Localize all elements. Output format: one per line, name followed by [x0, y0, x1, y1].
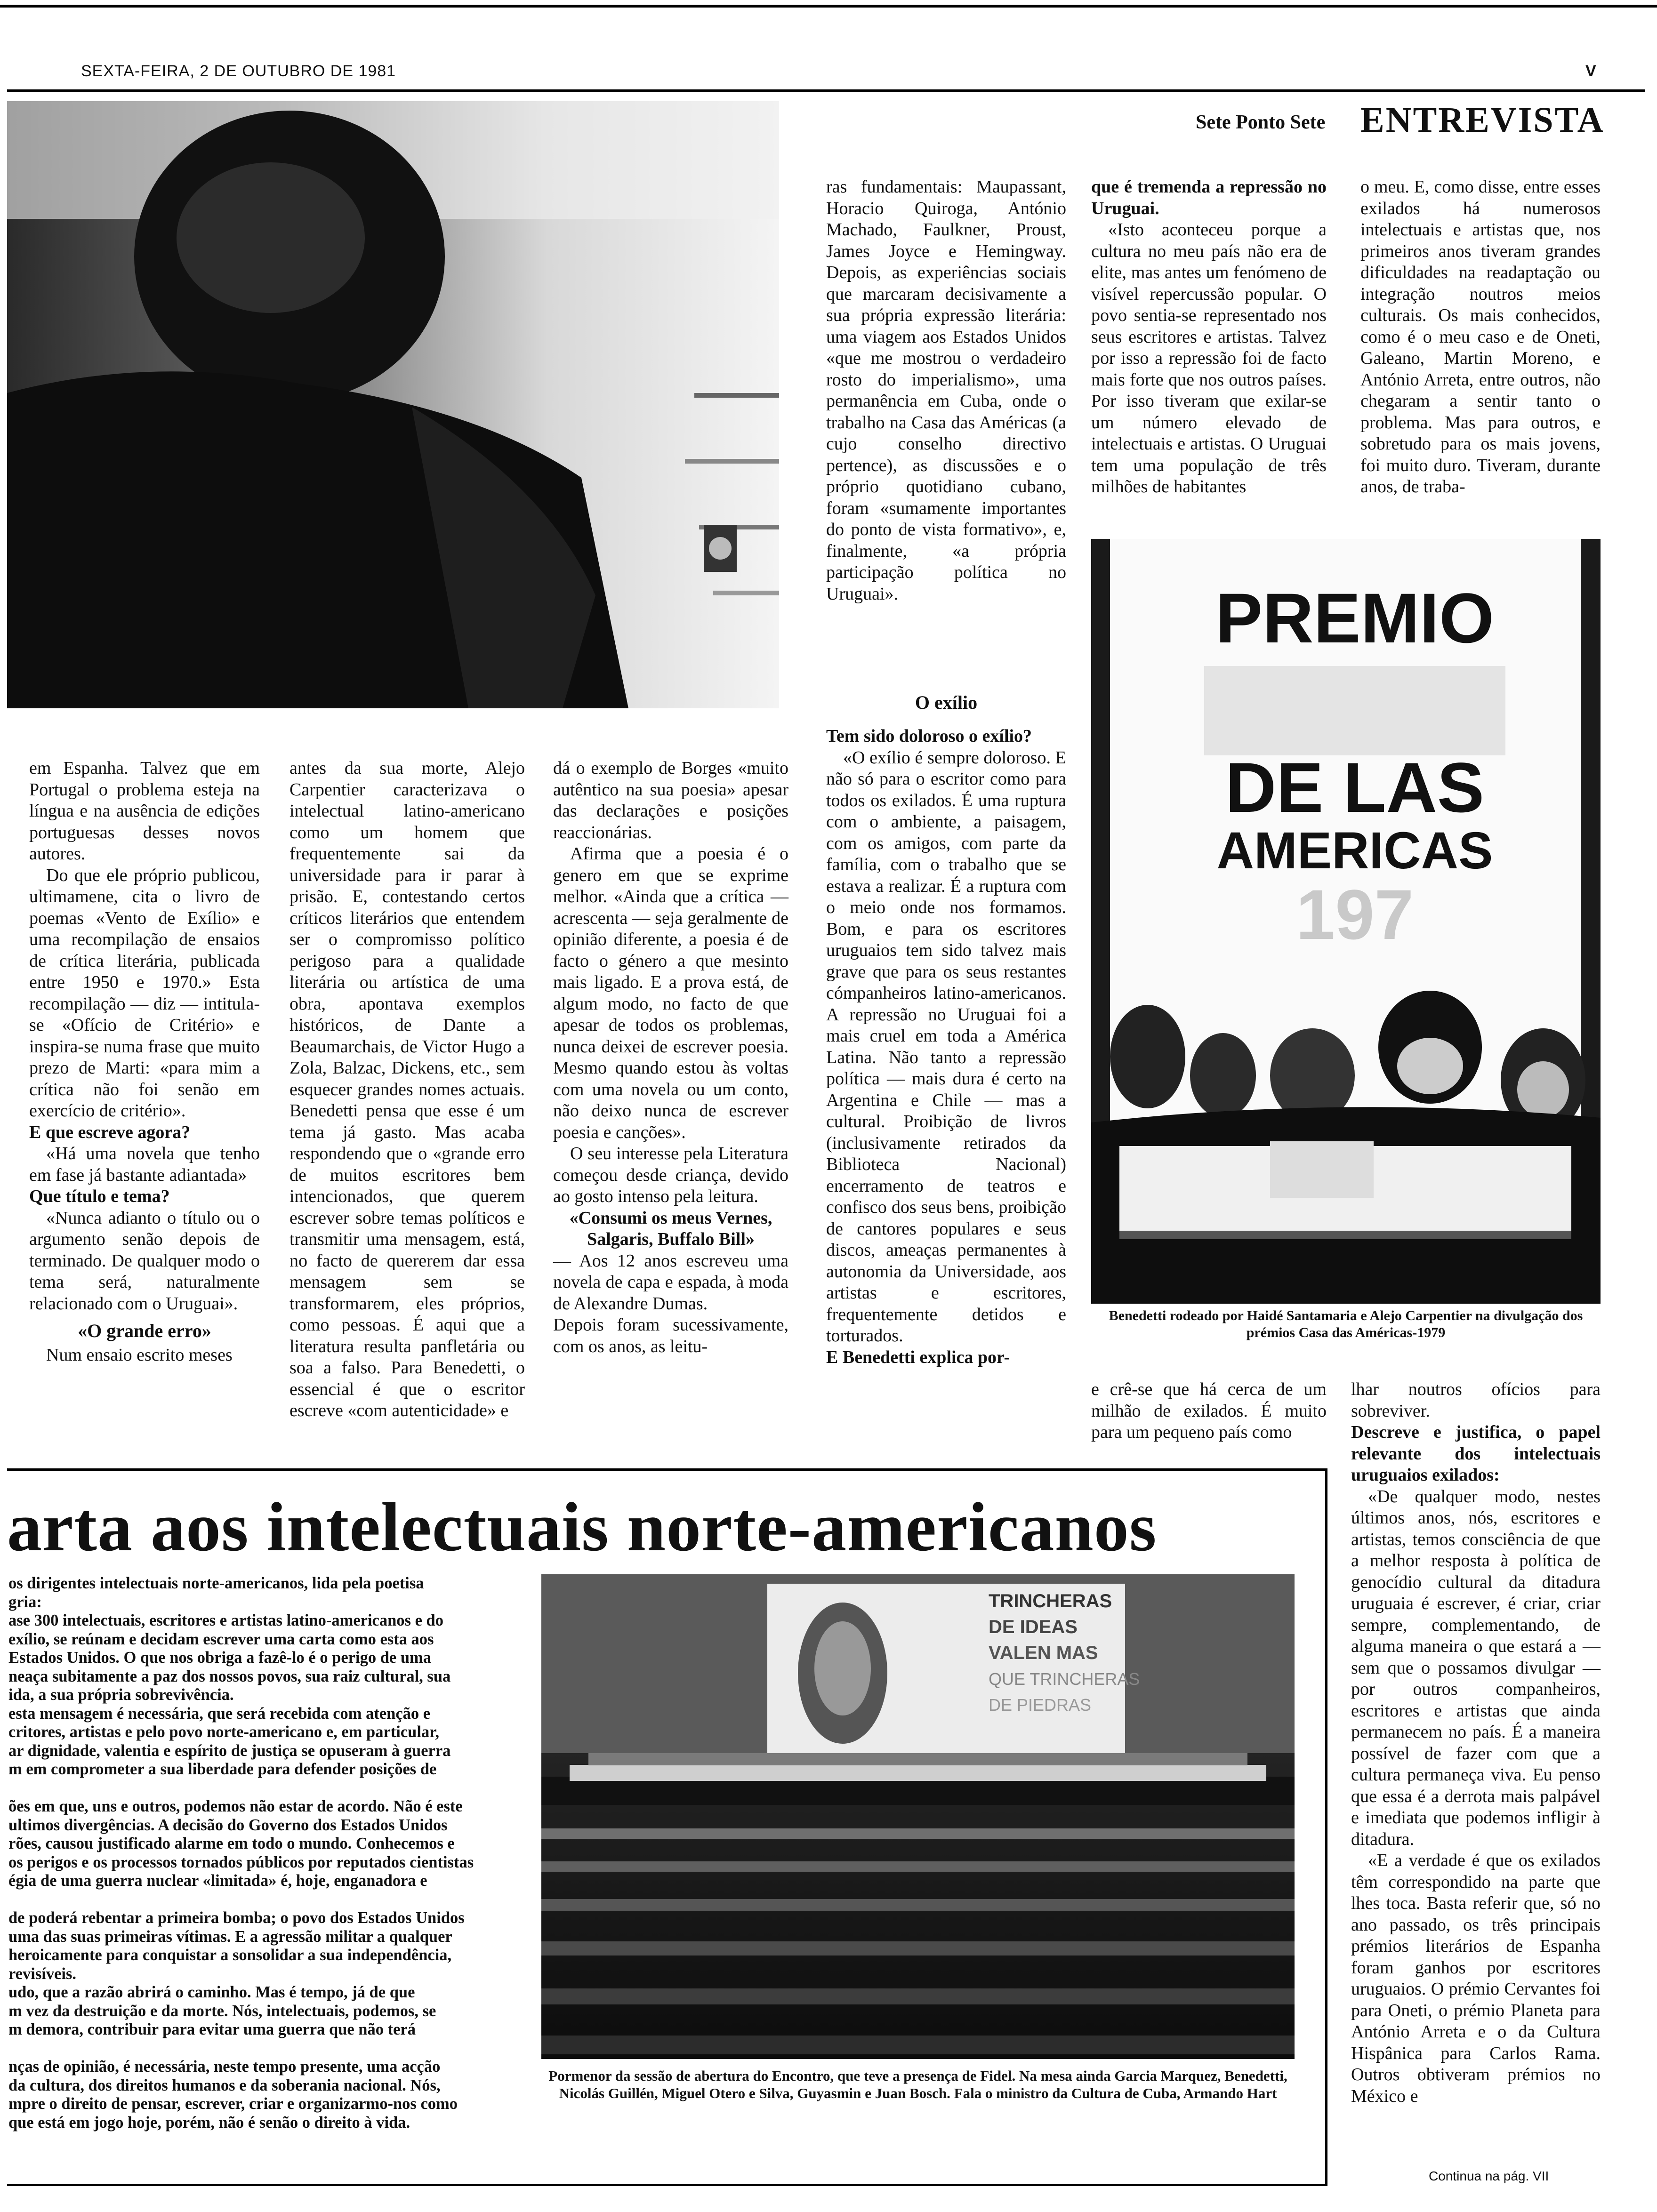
letter-text — [8, 1574, 526, 2132]
page-date: SEXTA-FEIRA, 2 DE OUTUBRO DE 1981 — [81, 62, 396, 80]
top-rule — [0, 5, 1657, 8]
letter-line: mpre o direito de pensar, escrever, criar e organizarmo-nos como — [8, 2095, 458, 2113]
portrait-photo — [7, 101, 779, 708]
column-text: lhar noutros ofícios para sobreviver. — [1351, 1379, 1601, 1421]
column-text: antes da sua morte, Alejo Carpentier caracterizava o intelectual latino-americano como um homem que frequentemente sai da universidade para ir parar à prisão. E, contestando certos críticos literários que entendem ser o compromisso político perigoso para a qualidade literária ou artística de uma obra, apontava exemplos históricos, de Dante a Beaumarchais, de Victor Hugo a Zola, Balzac, Dickens, etc., sem esquecer grandes nomes actuais. Benedetti pensa que esse é um tema já gasto. Mas acaba respondendo que o «grande erro de muitos escritores bem intencionados, que querem escrever sobre temas políticos e transmitir uma mensagem, está, no facto de quererem dar essa mensagem sem se transformarem, eles próprios, como pessoas. É aqui que a literatura resulta panfletária ou soa a falso. Para Benedetti, o essencial é que o escritor escreve «com autenticidade» e — [290, 758, 525, 1420]
letter-line: heroicamente para conquistar a sonsolidar a sua independência, — [8, 1946, 452, 1964]
letter-line: ultimos divergências. A decisão do Governo dos Estados Unidos — [8, 1816, 448, 1834]
question-text: E que escreve agora? — [29, 1122, 191, 1142]
column-6 — [1351, 1379, 1601, 2107]
column-text: — Aos 12 anos escreveu uma novela de capa e espada, à moda de Alexandre Dumas. — [553, 1250, 788, 1314]
question-text: E Benedetti explica por- — [826, 1347, 1010, 1367]
premio-text-4: 197 — [1295, 875, 1414, 954]
letter-line: gria: — [8, 1593, 42, 1611]
letter-line: os perigos e os processos tornados públicos por reputados cientistas — [8, 1853, 474, 1871]
premio-text-1: PREMIO — [1215, 578, 1494, 657]
premio-text-3: AMERICAS — [1216, 822, 1493, 880]
letter-line: da cultura, dos direitos humanos e da soberania nacional. Nós, — [8, 2076, 441, 2094]
letter-line: m em comprometer a sua liberdade para defender posições de — [8, 1760, 437, 1778]
banner-line-4: QUE TRINCHERAS — [989, 1669, 1140, 1689]
column-text: em Espanha. Talvez que em Portugal o problema esteja na língua e na ausência de edições portuguesas desses novos autores. — [29, 758, 260, 864]
column-text: Afirma que a poesia é o genero em que se exprime melhor. «Ainda que a crítica — acrescenta — seja geralmente de opinião diferente, a poesia é de facto o género a que mesinto mais ligado. E a prova está, de algum modo, no facto de que apesar de todos os problemas, nunca deixei de escrever poesia. Mesmo quando estou às voltas com uma novela ou um conto, não deixo nunca de escrever poesia e canções». — [553, 844, 788, 1142]
letter-line: uma das suas primeiras vítimas. E a agressão militar a qualquer — [8, 1927, 452, 1946]
letter-line: critores, artistas e pelo povo norte-americano e, em particular, — [8, 1723, 439, 1741]
letter-line: de poderá rebentar a primeira bomba; o povo dos Estados Unidos — [8, 1909, 465, 1927]
letter-line: m vez da destruição e da morte. Nós, intelectuais, podemos, se — [8, 2002, 436, 2020]
letter-title: arta aos intelectuais norte-americanos — [7, 1489, 1157, 1566]
banner-line-3: VALEN MAS — [989, 1643, 1098, 1663]
column-text: dá o exemplo de Borges «muito autêntico na sua poesia» apesar das declarações e posições reaccionárias. — [553, 758, 788, 842]
subheading: O exílio — [915, 692, 978, 713]
question-text: que é tremenda a repressão no Uruguai. — [1091, 177, 1327, 218]
column-5-bottom — [1091, 1379, 1327, 1443]
letter-line: esta mensagem é necessária, que será recebida com atenção e — [8, 1704, 431, 1723]
question-text: Tem sido doloroso o exílio? — [826, 726, 1032, 746]
header-rule — [7, 89, 1645, 92]
column-text: o meu. E, como disse, entre esses exilados há numerosos intelectuais e artistas que, nos primeiros anos tiveram grandes dificuldades na readaptação ou integração noutros meios culturais. Os mais conhecidos, como é o meu caso e de Oneti, Galeano, Martin Moreno, e António Arreta, entre outros, não chegaram a sentir tanto o problema. Mas para outros, e sobretudo para os mais jovens, foi muito duro. Tiveram, durante anos, de traba- — [1360, 177, 1601, 497]
section-title: ENTREVISTA — [1360, 100, 1605, 140]
column-2 — [290, 758, 525, 1422]
banner-line-2: DE IDEAS — [989, 1617, 1078, 1637]
column-text: «Nunca adianto o título ou o argumento senão depois de terminado. De qualquer modo o tema será, naturalmente relacionado com o Uruguai». — [29, 1208, 260, 1314]
premio-photo — [1091, 539, 1601, 1304]
question-text: Que título e tema? — [29, 1186, 170, 1206]
letter-line: m demora, contribuir para evitar uma guerra que não terá — [8, 2020, 416, 2038]
premio-text-2: DE LAS — [1225, 748, 1485, 827]
letter-line: neaça subitamente a paz dos nossos povos, sua raiz cultural, sua — [8, 1667, 451, 1685]
column-text: «Há uma novela que tenho em fase já bastante adiantada» — [29, 1144, 260, 1185]
column-top-c — [826, 176, 1066, 605]
conference-photo — [541, 1574, 1295, 2059]
column-1 — [29, 758, 260, 1366]
column-text: «Isto aconteceu porque a cultura no meu país não era de elite, mas antes um fenómeno de visível repercussão popular. O povo sentia-se representado nos seus escritores e artistas. Talvez por isso a repressão foi de facto mais forte que nos outros países. Por isso tiveram que exilar-se um número elevado de intelectuais e artistas. O Uruguai tem uma população de três milhões de habitantes — [1091, 220, 1327, 497]
letter-line — [8, 1891, 526, 1909]
letter-line: revisíveis. — [8, 1964, 77, 1983]
letter-line — [8, 1779, 526, 1798]
letter-line: ões em que, uns e outros, podemos não estar de acordo. Não é este — [8, 1797, 463, 1815]
column-text: ras fundamentais: Maupassant, Horacio Quiroga, António Machado, Faulkner, Proust, James Joyce e Hemingway. Depois, as experiências sociais que marcaram decisivamente a sua própria expressão literária: uma viagem aos Estados Unidos «que me mostrou o verdadeiro rosto do imperialismo», uma permanência em Cuba, onde o trabalho na Casa das Américas (a cujo conselho directivo pertence), as discussões e o próprio quotidiano cubano, foram «sumamente importantes do ponto de vista formativo», e, finalmente, «a própria participação política no Uruguai». — [826, 177, 1066, 604]
column-text: Depois foram sucessivamente, com os anos, as leitu- — [553, 1315, 788, 1356]
subheading: «O grande erro» — [78, 1320, 211, 1341]
letter-line: ida, a sua própria sobrevivência. — [8, 1686, 234, 1704]
letter-line: ar dignidade, valentia e espírito de justiça se opuseram à guerra — [8, 1741, 451, 1760]
letter-line: que está em jogo hoje, porém, não é senão o direito à vida. — [8, 2113, 410, 2132]
subheading: «Consumi os meus Vernes, Salgaris, Buffalo Bill» — [569, 1208, 772, 1249]
column-text: Num ensaio escrito meses — [46, 1345, 233, 1365]
letter-line: Estados Unidos. O que nos obriga a fazê-lo é o perigo de uma — [8, 1649, 432, 1667]
column-text: Do que ele próprio publicou, ultimamene, cita o livro de poemas «Vento de Exílio» e uma recompilação de ensaios de crítica literária, publicada entre 1950 e 1970.» Esta recompilação — diz — intitula-se «Ofício de Critério» e inspira-se numa frase que muito prezo de Marti: «para mim a crítica não foi senão em exercício de critério». — [29, 865, 260, 1121]
letter-line: nças de opinião, é necessária, neste tempo presente, uma acção — [8, 2058, 441, 2076]
column-text: O seu interesse pela Literatura começou desde criança, devido ao gosto intenso pela leitura. — [553, 1144, 788, 1206]
column-3 — [553, 758, 788, 1357]
letter-line: exílio, se reúnam e decidam escrever uma carta como esta aos — [8, 1630, 434, 1648]
letter-line: égia de uma guerra nuclear «limitada» é, hoje, enganadora e — [8, 1872, 427, 1890]
column-text: «O exílio é sempre doloroso. E não só para o escritor como para todos os exilados. É uma ruptura com o ambiente, a paisagem, com os amigos, com parte da família, com o trabalho que se estava a realizar. É a ruptura com o meio onde nos formamos. Bom, e para os escritores uruguaios tem sido talvez mais grave que para os seus restantes cómpanheiros latino-americanos. A repressão no Uruguai foi a mais cruel em toda a América Latina. Não tanto a repressão política — mais dura é certo na Argentina e Chile — mas a cultural. Proibição de livros (inclusivamente retirados da Biblioteca Nacional) encerramento de teatros e confisco dos seus bens, proibição de cantores populares e seus discos, ameaças permanentes à autonomia da Universidade, aos artistas e escritores, frequentemente detidos e torturados. — [826, 747, 1066, 1346]
letter-line — [8, 2039, 526, 2058]
section-author: Sete Ponto Sete — [1196, 112, 1326, 133]
column-text: «De qualquer modo, nestes últimos anos, nós, escritores e artistas, temos consciência de que a melhor resposta à política de genocídio cultural da ditadura uruguaia é escrever, é criar, criar sempre, complementando, de alguma maneira o que estará a — sem que o possamos divulgar — por outros companheiros, escritores e artistas que ainda permanecem no país. É a maneira possível de fazer com que a cultura permaneça viva. Eu penso que essa é a derrota mais palpável e imediata que podemos infligir à ditadura. — [1351, 1486, 1601, 1849]
letter-line: rões, causou justificado alarme em todo o mundo. Conhecemos e — [8, 1835, 455, 1852]
column-top-d — [1091, 176, 1327, 498]
conference-caption: Pormenor da sessão de abertura do Encontro, que teve a presença de Fidel. Na mesa ainda Garcia Marquez, Benedetti, Nicolás Guillén, Miguel Otero e Silva, Guyasmin e Juan Bosch. Fala o ministro da Cultura de Cuba, Armando Hart — [548, 2068, 1287, 2101]
letter-line: ase 300 intelectuais, escritores e artistas latino-americanos e do — [8, 1611, 443, 1629]
column-4 — [826, 692, 1066, 1368]
column-top-e — [1360, 176, 1601, 498]
column-text: e crê-se que há cerca de um milhão de exilados. É muito para um pequeno país como — [1091, 1379, 1327, 1442]
banner-line-1: TRINCHERAS — [989, 1591, 1112, 1611]
column-text: «E a verdade é que os exilados têm correspondido na parte que lhes toca. Basta referir que, só no ano passado, os três principais prémios literários de Espanha foram ganhos por escritores uruguaios. O prémio Cervantes foi para Oneti, o prémio Planeta para António Arreta e o da Cultura Hispânica para Carlos Rama. Outros obtiveram prémios no México e — [1351, 1851, 1601, 2106]
premio-caption: Benedetti rodeado por Haidé Santamaria e Alejo Carpentier na divulgação dos prémios Casa das Américas-1979 — [1109, 1308, 1583, 1340]
question-text: Descreve e justifica, o papel relevante dos intelectuais uruguaios exilados: — [1351, 1422, 1601, 1485]
continued-note: Continua na pág. VII — [1429, 2169, 1549, 2183]
banner-line-5: DE PIEDRAS — [989, 1695, 1092, 1715]
letter-line: udo, que a razão abrirá o caminho. Mas é tempo, já de que — [8, 1983, 415, 2001]
page-number: V — [1585, 62, 1596, 80]
letter-line: os dirigentes intelectuais norte-americanos, lida pela poetisa — [8, 1574, 424, 1592]
